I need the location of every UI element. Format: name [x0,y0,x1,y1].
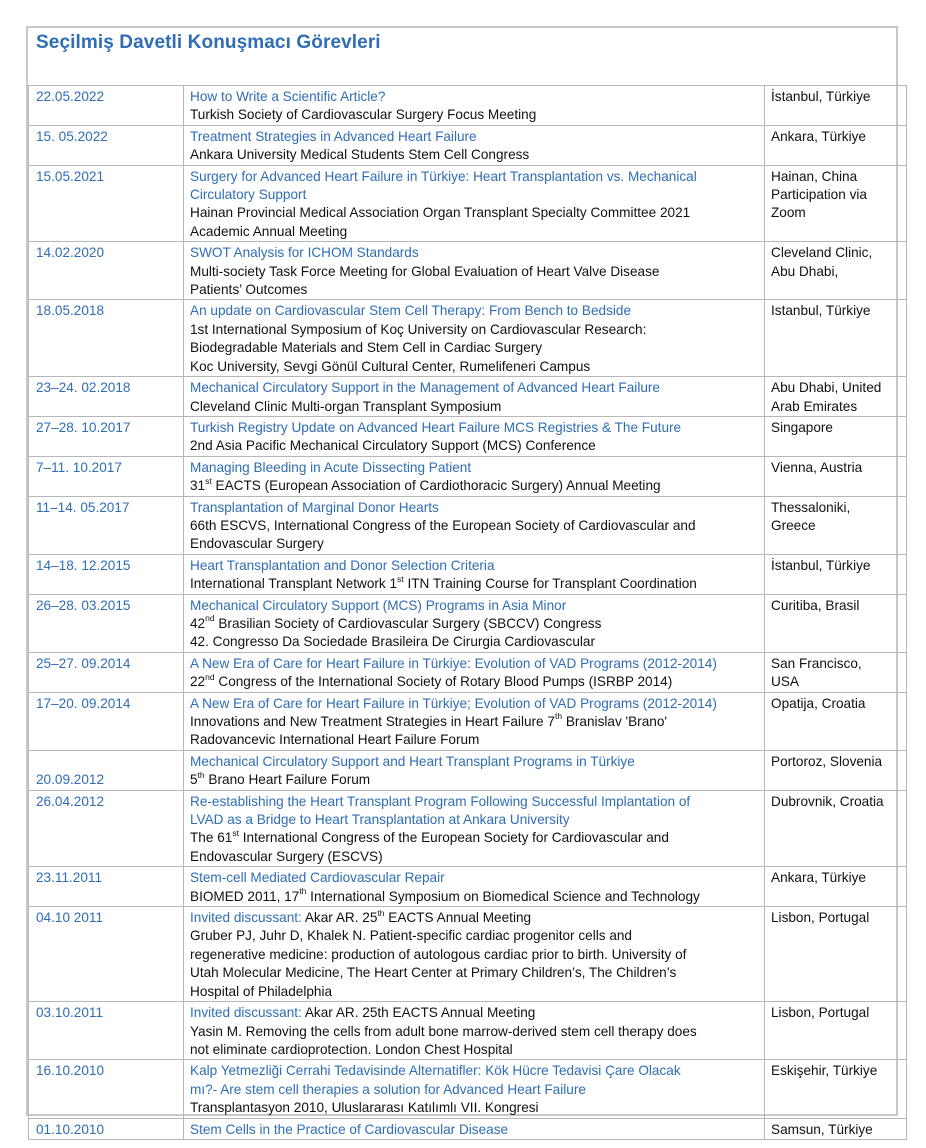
event-name: Multi-society Task Force Meeting for Global Evaluation of Heart Valve Disease [190,263,660,279]
talk-title [190,909,760,927]
talk-title-cont: Circulatory Support [190,187,307,203]
event-name-part: International Transplant Network 1 [190,576,398,592]
location-line: Hainan, China [771,168,858,184]
talk-title: Turkish Registry Update on Advanced Heart Failure MCS Registries & The Future [190,419,682,435]
location-cell: Ankara, Türkiye [765,125,907,165]
event-name: 66th ESCVS, International Congress of the European Society of Cardiovascular and [190,517,696,533]
talk-title: Mechanical Circulatory Support (MCS) Programs in Asia Minor [190,597,567,613]
event-name [190,771,760,789]
ordinal-suffix: th [377,907,385,918]
topic-cell [184,692,765,750]
talk-title: Mechanical Circulatory Support and Heart Transplant Programs in Türkiye [190,753,635,769]
discussant-label: Invited discussant: [190,910,302,926]
location-cell [765,242,907,300]
talk-title: Re-establishing the Heart Transplant Program Following Successful Implantation of [190,793,691,809]
location-line: Participation via [771,187,867,203]
date-cell: 15.05.2021 [29,165,184,242]
event-name: Gruber PJ, Juhr D, Khalek N. Patient-specific cardiac progenitor cells and [190,928,632,944]
event-name-part: ITN Training Course for Transplant Coordination [403,576,697,592]
ordinal-suffix: st [232,827,239,838]
table-row [29,1118,907,1139]
location-line: Abu Dhabi, United [771,380,882,396]
talk-title: Managing Bleeding in Acute Dissecting Patient [190,459,472,475]
event-name [190,615,760,633]
location-cell: Istanbul, Türkiye [765,300,907,377]
table-row [29,594,907,652]
talk-title: Treatment Strategies in Advanced Heart Failure [190,128,477,144]
topic-cell [184,1002,765,1060]
date-cell: 27–28. 10.2017 [29,416,184,456]
title-part: Akar AR. 25 [301,910,378,926]
event-name: Yasin M. Removing the cells from adult bone marrow-derived stem cell therapy does [190,1023,697,1039]
date-cell: 16.10.2010 [29,1060,184,1118]
date-cell: 7–11. 10.2017 [29,456,184,496]
event-name-cont: Patients’ Outcomes [190,282,308,298]
location-cell: Curitiba, Brasil [765,594,907,652]
talk-title-cont: LVAD as a Bridge to Heart Transplantation at Ankara University [190,812,570,828]
event-name-part: 5 [190,772,198,788]
talk-title-cont: mı?- Are stem cell therapies a solution for Advanced Heart Failure [190,1081,586,1097]
table-row [29,377,907,417]
table-row [29,456,907,496]
topic-cell [184,594,765,652]
ordinal-suffix: th [299,886,307,897]
location-cell: Portoroz, Slovenia [765,750,907,790]
location-cell: Lisbon, Portugal [765,1002,907,1060]
location-line: Abu Dhabi, [771,263,839,279]
title-part: EACTS Annual Meeting [384,910,532,926]
date-cell: 22.05.2022 [29,86,184,126]
topic-cell [184,652,765,692]
event-name [190,575,760,593]
date-cell: 25–27. 09.2014 [29,652,184,692]
event-name-cont: Biodegradable Materials and Stem Cell in Cardiac Surgery [190,340,543,356]
topic-cell [184,750,765,790]
table-row [29,867,907,907]
table-row [29,554,907,594]
location-cell: Eskişehir, Türkiye [765,1060,907,1118]
date-cell: 23.11.2011 [29,867,184,907]
topic-cell [184,1118,765,1139]
location-cell [765,377,907,417]
location-cell [765,652,907,692]
table-row [29,790,907,867]
topic-cell [184,86,765,126]
talk-title: Heart Transplantation and Donor Selection Criteria [190,557,495,573]
location-cell: Dubrovnik, Croatia [765,790,907,867]
date-cell: 26.04.2012 [29,790,184,867]
event-name-cont: not eliminate cardioprotection. London Chest Hospital [190,1041,513,1057]
event-name-part: 22 [190,674,206,690]
event-name [190,829,760,847]
location-cell: Samsun, Türkiye [765,1118,907,1139]
date-cell: 01.10.2010 [29,1118,184,1139]
event-name-part: Brano Heart Failure Forum [204,772,371,788]
table-row [29,242,907,300]
event-name-part: Branislav 'Brano' [562,714,667,729]
ordinal-suffix: nd [205,613,215,624]
location-line: Thessaloniki, [771,499,851,515]
topic-cell [184,907,765,1002]
topic-cell [184,377,765,417]
topic-cell [184,496,765,554]
table-row [29,165,907,242]
talk-title [190,1004,760,1022]
talk-title: Stem Cells in the Practice of Cardiovascular Disease [190,1121,509,1137]
topic-cell [184,242,765,300]
location-cell: İstanbul, Türkiye [765,554,907,594]
event-name-cont: Academic Annual Meeting [190,223,348,239]
talk-title: A New Era of Care for Heart Failure in Türkiye; Evolution of VAD Programs (2012-2014) [190,695,717,711]
ordinal-suffix: nd [205,671,215,682]
topic-cell [184,1060,765,1118]
table-row [29,300,907,377]
event-name: Cleveland Clinic Multi-organ Transplant Symposium [190,398,502,414]
event-name: 2nd Asia Pacific Mechanical Circulatory Support (MCS) Conference [190,438,596,454]
event-name-cont: Utah Molecular Medicine, The Heart Center at Primary Children’s, The Children’s [190,965,677,981]
event-name-cont: Endovascular Surgery (ESCVS) [190,848,383,864]
title-part: Akar AR. 25th EACTS Annual Meeting [301,1005,536,1021]
event-name-part: EACTS (European Association of Cardiothoracic Surgery) Annual Meeting [211,478,661,494]
location-line: Cleveland Clinic, [771,245,873,261]
location-line: Arab Emirates [771,398,858,414]
location-line: Zoom [771,205,806,221]
event-name-part: Innovations and New Treatment Strategies in Heart Failure 7 [190,714,555,729]
talk-title: An update on Cardiovascular Stem Cell Therapy: From Bench to Bedside [190,303,632,319]
discussant-label: Invited discussant: [190,1005,302,1021]
talk-title: SWOT Analysis for ICHOM Standards [190,245,419,261]
location-cell [765,165,907,242]
topic-cell [184,125,765,165]
event-name: Hainan Provincial Medical Association Organ Transplant Specialty Committee 2021 [190,205,691,221]
event-name-part: BIOMED 2011, 17 [190,888,300,904]
location-cell: Singapore [765,416,907,456]
event-venue: Koc University, Sevgi Gönül Cultural Center, Rumelifeneri Campus [190,358,591,374]
event-name-part: Brasilian Society of Cardiovascular Surgery (SBCCV) Congress [214,615,602,631]
event-name [190,477,760,495]
location-cell [765,496,907,554]
topic-cell [184,790,765,867]
speaker-table [28,85,907,1140]
date-cell: 03.10.2011 [29,1002,184,1060]
topic-cell [184,300,765,377]
event-name [190,673,760,691]
ordinal-suffix: th [554,711,563,722]
location-cell: Vienna, Austria [765,456,907,496]
event-name-cont: regenerative medicine: production of autologous cardiac prior to birth. University of [190,946,687,962]
location-cell: Ankara, Türkiye [765,867,907,907]
event-name-cont: 42. Congresso Da Sociedade Brasileira De Cirurgia Cardiovascular [190,634,595,650]
event-name-part: International Symposium on Biomedical Science and Technology [306,888,700,904]
topic-cell [184,165,765,242]
talk-title: Stem-cell Mediated Cardiovascular Repair [190,870,445,886]
date-cell: 14–18. 12.2015 [29,554,184,594]
table-row [29,692,907,750]
ordinal-suffix: st [397,573,404,584]
table-row [29,496,907,554]
event-name: Transplantasyon 2010, Uluslararası Katılımlı VII. Kongresi [190,1100,539,1116]
talk-title: Mechanical Circulatory Support in the Management of Advanced Heart Failure [190,380,660,396]
event-name-cont: Hospital of Philadelphia [190,983,333,999]
event-name: Turkish Society of Cardiovascular Surgery Focus Meeting [190,107,537,123]
location-line: Greece [771,517,816,533]
event-name-part: Congress of the International Society of Rotary Blood Pumps (ISRBP 2014) [214,674,673,690]
table-row [29,416,907,456]
talk-title: How to Write a Scientific Article? [190,89,386,104]
date-cell: 17–20. 09.2014 [29,692,184,750]
table-row [29,125,907,165]
location-line: USA [771,674,799,690]
table-row [29,1002,907,1060]
topic-cell [184,416,765,456]
event-name-part: International Congress of the European Society for Cardiovascular and [238,830,669,846]
event-name-part: 42 [190,615,206,631]
date-cell: 26–28. 03.2015 [29,594,184,652]
date-cell: 15. 05.2022 [29,125,184,165]
table-row [29,907,907,1002]
date-text: 20.09.2012 [36,772,105,788]
location-line: San Francisco, [771,655,862,671]
topic-cell [184,456,765,496]
event-name: 1st International Symposium of Koç University on Cardiovascular Research: [190,321,647,337]
location-cell: İstanbul, Türkiye [765,86,907,126]
page-title: Seçilmiş Davetli Konuşmacı Görevleri [36,32,381,53]
table-row [29,1060,907,1118]
table-row [29,86,907,126]
date-cell [29,750,184,790]
ordinal-suffix: st [205,475,212,486]
event-name-part: The 61 [190,830,233,846]
event-name-part: 31 [190,478,206,494]
event-name [190,888,760,906]
topic-cell [184,554,765,594]
date-cell: 11–14. 05.2017 [29,496,184,554]
location-cell: Opatija, Croatia [765,692,907,750]
event-name-cont: Endovascular Surgery [190,536,324,552]
talk-title: A New Era of Care for Heart Failure in Türkiye: Evolution of VAD Programs (2012-2014) [190,655,717,671]
talk-title: Transplantation of Marginal Donor Hearts [190,499,439,515]
event-name [190,713,760,731]
event-name: Ankara University Medical Students Stem Cell Congress [190,147,530,163]
ordinal-suffix: th [197,769,205,780]
date-cell: 23–24. 02.2018 [29,377,184,417]
table-row [29,652,907,692]
topic-cell [184,867,765,907]
date-cell: 04.10 2011 [29,907,184,1002]
talk-title: Kalp Yetmezliği Cerrahi Tedavisinde Alternatifler: Kök Hücre Tedavisi Çare Olacak [190,1063,681,1079]
talk-title: Surgery for Advanced Heart Failure in Türkiye: Heart Transplantation vs. Mechanical [190,168,697,184]
event-name-cont: Radovancevic International Heart Failure Forum [190,732,480,748]
location-cell: Lisbon, Portugal [765,907,907,1002]
date-cell: 14.02.2020 [29,242,184,300]
date-cell: 18.05.2018 [29,300,184,377]
table-row [29,750,907,790]
